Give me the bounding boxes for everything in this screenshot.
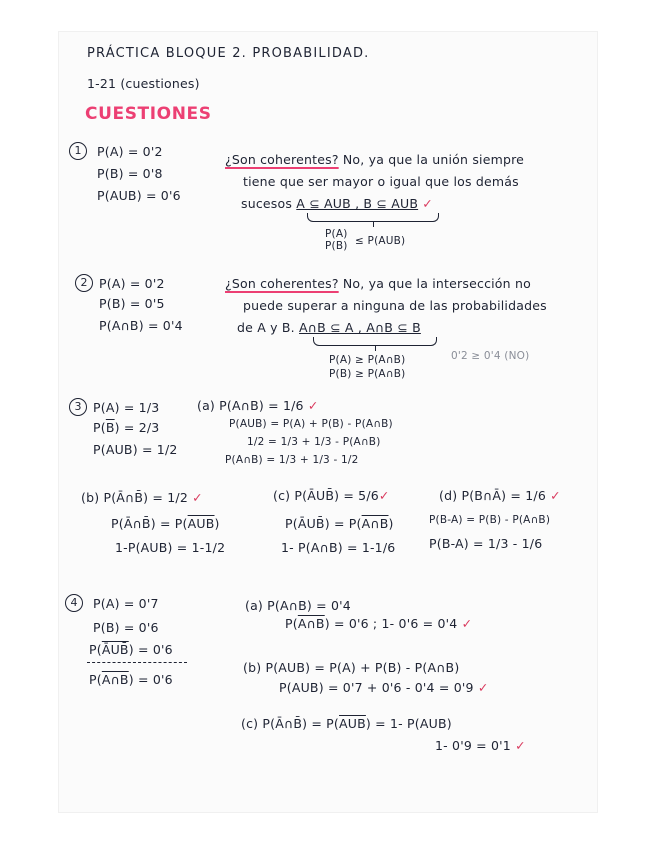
q4-a2-bar: A∩B	[297, 616, 325, 631]
q3-part-d-label	[439, 488, 561, 503]
q1-given-3: P(AUB) = 0'6	[97, 188, 181, 203]
q3-c1-bar: A∩B	[361, 516, 389, 531]
q1-answer-line-2: tiene que ser mayor o igual que los demás	[243, 174, 519, 189]
q3-given-3: P(AUB) = 1/2	[93, 442, 178, 457]
q4-g3-bar: ĀUB̄	[101, 642, 129, 657]
q2-under-1b: 0'2 ≥ 0'4 (NO)	[451, 350, 530, 362]
q4-g4-bar: A∩B	[101, 672, 129, 687]
q4-given-4	[89, 672, 173, 687]
q3-b-step-2: 1-P(AUB) = 1-1/2	[115, 540, 226, 555]
notebook-page	[59, 32, 597, 812]
question-number-4: 4	[65, 594, 83, 612]
q3-c-step-2: 1- P(A∩B) = 1-1/6	[281, 540, 396, 555]
q3-part-c-label	[273, 488, 390, 503]
q2-brace	[313, 337, 437, 346]
q3-c-label-text: (c) P(ĀUB̄) = 5/6	[273, 488, 379, 503]
q3-given-2	[93, 420, 159, 435]
q2-given-2: P(B) = 0'5	[99, 296, 165, 311]
section-heading: CUESTIONES	[85, 104, 212, 124]
q3-given-2-post: ) = 2/3	[114, 420, 160, 435]
q4-g3-post: ) = 0'6	[128, 642, 173, 657]
q2-answer-line-3	[237, 320, 421, 335]
q2-question: ¿Son coherentes?	[225, 276, 339, 291]
q2-relation: A∩B ⊆ A , A∩B ⊆ B	[299, 320, 421, 335]
q3-part-a-label	[197, 398, 319, 413]
q1-question: ¿Son coherentes?	[225, 152, 339, 167]
q3-a-label-text: (a) P(A∩B) = 1/6	[197, 398, 304, 413]
q3-b1-pre: P(Ā∩B̄) = P(	[111, 516, 188, 531]
q3-c-step-1	[285, 516, 394, 531]
q3-c-check: ✓	[378, 488, 390, 503]
q3-given-2-bar: $\overline{B}$	[105, 420, 115, 435]
q2-given-3: P(A∩B) = 0'4	[99, 318, 183, 333]
q1-answer-line-3	[241, 196, 433, 211]
q2-answer-text-3: de A y B.	[237, 320, 295, 335]
q3-a-step-3: P(A∩B) = 1/3 + 1/3 - 1/2	[225, 454, 359, 466]
q2-answer-line-1	[225, 276, 531, 291]
page-subtitle: 1-21 (cuestiones)	[87, 76, 200, 91]
q1-answer-text-3: sucesos	[241, 196, 293, 211]
q4-c1-pre: (c) P(Ā∩B̄) = P(	[241, 716, 340, 731]
q4-c-step-2	[435, 738, 526, 753]
q4-divider	[87, 662, 187, 663]
q1-brace	[307, 213, 439, 222]
q4-c-check: ✓	[515, 738, 526, 753]
q2-under-1: P(A) ≥ P(A∩B)	[329, 354, 406, 366]
q4-a2-pre: P(	[285, 616, 298, 631]
q3-b-step-1	[111, 516, 220, 531]
q4-given-3	[89, 642, 173, 657]
q1-under-3: ≤ P(AUB)	[355, 235, 406, 247]
q4-b-check: ✓	[477, 680, 489, 695]
q1-answer-text-1: No, ya que la unión siempre	[342, 152, 525, 167]
q2-answer-text-1: No, ya que la intersección no	[342, 276, 531, 291]
q4-b-step-2	[279, 680, 489, 695]
q4-c-step-1	[241, 716, 452, 731]
q3-b-label-text: (b) P(Ā∩B̄) = 1/2	[81, 490, 188, 505]
q3-d-label-text: (d) P(B∩Ā) = 1/6	[439, 488, 546, 503]
q3-part-b-label	[81, 490, 203, 505]
page-title: PRÁCTICA BLOQUE 2. PROBABILIDAD.	[87, 46, 370, 61]
q1-answer-line-1	[225, 152, 524, 167]
q4-g3-pre: P(	[89, 642, 102, 657]
q4-b-step-1: (b) P(AUB) = P(A) + P(B) - P(A∩B)	[243, 660, 460, 675]
q2-under-2: P(B) ≥ P(A∩B)	[329, 368, 406, 380]
q3-b-check: ✓	[192, 490, 203, 505]
q4-b2-text: P(AUB) = 0'7 + 0'6 - 0'4 = 0'9	[279, 680, 474, 695]
q4-a-step-1: (a) P(A∩B) = 0'4	[245, 598, 351, 613]
q4-g4-pre: P(	[89, 672, 102, 687]
q2-answer-line-2: puede superar a ninguna de las probabilidades	[243, 298, 547, 313]
question-number-2: 2	[75, 274, 93, 292]
q3-a-step-2: 1/2 = 1/3 + 1/3 - P(A∩B)	[247, 436, 381, 448]
q3-c1-pre: P(ĀUB̄) = P(	[285, 516, 362, 531]
q3-b1-bar: $\overline{AUB}$	[187, 516, 215, 531]
q3-given-2-pre: P(	[93, 420, 106, 435]
q1-check-mark: ✓	[422, 196, 433, 211]
q3-a-check: ✓	[307, 398, 319, 413]
q4-c1-post: ) = 1- P(AUB)	[365, 716, 452, 731]
q3-d-check: ✓	[550, 488, 561, 503]
q4-a-step-2	[285, 616, 472, 631]
q4-c1-bar: $\overline{AUB}$	[339, 716, 366, 731]
q1-under-1: P(A)	[325, 228, 348, 240]
q4-given-2: P(B) = 0'6	[93, 620, 159, 635]
q3-c1-post: )	[388, 516, 394, 531]
q2-given-1: P(A) = 0'2	[99, 276, 165, 291]
q3-given-1: P(A) = 1/3	[93, 400, 160, 415]
q4-a2-post: ) = 0'6 ; 1- 0'6 = 0'4	[324, 616, 458, 631]
q4-given-1: P(A) = 0'7	[93, 596, 159, 611]
q3-a-step-1: P(AUB) = P(A) + P(B) - P(A∩B)	[229, 418, 393, 430]
question-number-3: 3	[69, 398, 87, 416]
q4-g4-post: ) = 0'6	[128, 672, 173, 687]
question-number-1: 1	[69, 142, 87, 160]
q3-d-step-1: P(B-A) = P(B) - P(A∩B)	[429, 514, 551, 526]
q4-c2-text: 1- 0'9 = 0'1	[435, 738, 511, 753]
q1-given-1: P(A) = 0'2	[97, 144, 163, 159]
q3-b1-post: )	[214, 516, 220, 531]
q4-a-check: ✓	[461, 616, 473, 631]
q1-under-2: P(B)	[325, 240, 348, 252]
q3-d-step-2: P(B-A) = 1/3 - 1/6	[429, 536, 543, 551]
q1-given-2: P(B) = 0'8	[97, 166, 163, 181]
q1-relation: A ⊆ AUB , B ⊆ AUB	[296, 196, 419, 211]
